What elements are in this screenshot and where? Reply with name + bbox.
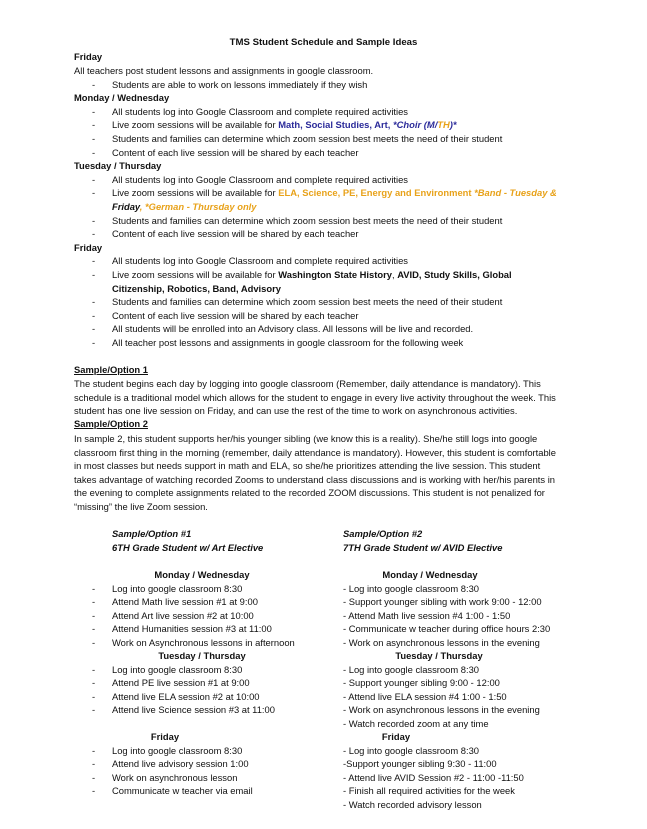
option2-line: in most classes but needs support in math and ELA, so she/he prioritizes attending the live session. This student [74, 460, 541, 472]
bullet-dash: - [92, 337, 96, 348]
col2-fr-item: - Log into google classroom 8:30 [343, 745, 480, 756]
bullet-dash: - [92, 583, 96, 594]
bullet-dash: - [92, 610, 96, 621]
option2-line: takes advantage of watching recorded Zooms to understand class discussions and is working with her/his parents in [74, 473, 555, 485]
col1-tt-heading: Tuesday / Thursday [158, 650, 246, 661]
mw-bullet-2-th: TH [437, 119, 450, 130]
col2-tt-heading: Tuesday / Thursday [395, 650, 483, 661]
mw-bullet-2-end: )* [449, 119, 457, 130]
bullet-dash: - [92, 758, 96, 769]
bullet-dash: - [92, 215, 96, 226]
col2-mw-item: - Support younger sibling with work 9:00 - 12:00 [343, 596, 542, 607]
bullet-dash: - [92, 596, 96, 607]
mw-bullet-2-m: M [426, 119, 435, 130]
col1-mw-item: Attend Art live session #2 at 10:00 [112, 610, 254, 621]
col2-tt-item: - Watch recorded zoom at any time [343, 718, 489, 729]
tt-bullet-2-band: *Band - Tuesday & [474, 187, 557, 198]
col2-mw-item: - Attend Math live session #4 1:00 - 1:50 [343, 610, 511, 621]
bullet-dash: - [92, 255, 96, 266]
col1-mw-item: Attend Math live session #1 at 9:00 [112, 596, 258, 607]
col1-tt-item: Attend live Science session #3 at 11:00 [112, 704, 275, 715]
option1-heading: Sample/Option 1 [74, 364, 148, 375]
col1-fr-item: Communicate w teacher via email [112, 785, 253, 796]
fr-bullet-6: All teacher post lessons and assignments in google classroom for the following week [112, 337, 464, 348]
option2-line: “missing” the live Zoom session. [74, 500, 208, 512]
friday-bullet: Students are able to work on lessons immediately if they wish [112, 79, 368, 90]
mw-bullet-2-pre: Live zoom sessions will be available for [112, 119, 279, 130]
bullet-dash: - [92, 228, 96, 239]
col1-subtitle: 6TH Grade Student w/ Art Elective [112, 542, 264, 553]
bullet-dash: - [92, 174, 96, 185]
col1-tt-item: Log into google classroom 8:30 [112, 664, 243, 675]
mw-heading: Monday / Wednesday [74, 92, 170, 103]
col1-tt-item: Attend live ELA session #2 at 10:00 [112, 691, 260, 702]
bullet-dash: - [92, 296, 96, 307]
bullet-dash: - [92, 785, 96, 796]
bullet-dash: - [92, 147, 96, 158]
bullet-dash: - [92, 677, 96, 688]
col1-fr-item: Work on asynchronous lesson [112, 772, 238, 783]
col2-fr-item: - Attend live AVID Session #2 - 11:00 -11:50 [343, 772, 524, 783]
friday-intro-line: All teachers post student lessons and assignments in google classroom. [74, 65, 374, 76]
col2-subtitle: 7TH Grade Student w/ AVID Elective [343, 542, 503, 553]
fr-bullet-2 [112, 269, 512, 280]
document-title: TMS Student Schedule and Sample Ideas [229, 37, 418, 48]
bullet-dash: - [92, 79, 96, 90]
tt-bullet-3: Students and families can determine which zoom session best meets the need of their student [112, 215, 503, 226]
option2-line: In sample 2, this student supports her/his younger sibling (we know this is a reality). She/he still logs into google [74, 433, 538, 444]
fr-bullet-2-line2: Citizenship, Robotics, Band, Advisory [112, 283, 281, 294]
col2-fr-heading: Friday [381, 731, 411, 742]
fr-bullet-2-comma: , [391, 269, 398, 280]
tt-bullet-2-cont [112, 201, 257, 212]
col2-mw-item: - Log into google classroom 8:30 [343, 583, 480, 594]
fr-bullet-5: All students will be enrolled into an Advisory class. All lessons will be live and recorded. [112, 323, 474, 334]
bullet-dash: - [92, 704, 96, 715]
friday-heading-2: Friday [74, 242, 103, 253]
mw-bullet-2-slash: / [434, 119, 438, 130]
fr-bullet-2-more: AVID, Study Skills, Global [397, 269, 512, 280]
option2-paragraph [74, 432, 574, 514]
bullet-dash: - [92, 664, 96, 675]
col2-tt-item: - Attend live ELA session #4 1:00 - 1:50 [343, 691, 507, 702]
mw-bullet-2-choir: *Choir ( [393, 119, 427, 130]
bullet-dash: - [92, 310, 96, 321]
option1-line: The student begins each day by logging into google classroom (Remember, daily attendance is mandatory). This [74, 378, 541, 389]
tt-bullet-2-pre: Live zoom sessions will be available for [112, 187, 279, 198]
bullet-dash: - [92, 691, 96, 702]
col1-fr-heading: Friday [150, 731, 180, 742]
col1-title: Sample/Option #1 [112, 528, 192, 539]
bullet-dash: - [92, 772, 96, 783]
tt-bullet-2-german: , *German - Thursday only [139, 201, 257, 212]
option1-line: student has one live session on Friday, and can use the rest of the time to work on asynchronous activities. [74, 405, 518, 417]
col2-mw-heading: Monday / Wednesday [382, 569, 478, 580]
col1-tt-item: Attend PE live session #1 at 9:00 [112, 677, 250, 688]
bullet-dash: - [92, 323, 96, 334]
mw-bullet-1: All students log into Google Classroom and complete required activities [112, 106, 408, 117]
col1-mw-item: Log into google classroom 8:30 [112, 583, 243, 594]
mw-bullet-2 [112, 119, 457, 130]
col2-fr-item: - Finish all required activities for the week [343, 785, 515, 796]
fr-bullet-2-subjects: Washington State History [278, 269, 392, 280]
mw-bullet-4: Content of each live session will be shared by each teacher [112, 147, 359, 158]
col2-fr-item: - Watch recorded advisory lesson [343, 799, 482, 810]
bullet-dash: - [92, 623, 96, 634]
fr-bullet-1: All students log into Google Classroom and complete required activities [112, 255, 408, 266]
option2-heading: Sample/Option 2 [74, 418, 148, 429]
col1-fr-item: Log into google classroom 8:30 [112, 745, 243, 756]
col1-fr-item: Attend live advisory session 1:00 [112, 758, 249, 769]
tt-bullet-2 [112, 187, 557, 198]
tt-bullet-1: All students log into Google Classroom and complete required activities [112, 174, 408, 185]
col2-tt-item: - Log into google classroom 8:30 [343, 664, 480, 675]
bullet-dash: - [92, 133, 96, 144]
bullet-dash: - [92, 187, 96, 198]
col2-title: Sample/Option #2 [343, 528, 423, 539]
bullet-dash: - [92, 119, 96, 130]
col1-mw-heading: Monday / Wednesday [154, 569, 250, 580]
option1-line: schedule is a traditional model which allows for the student to engage in every live activity throughout the week. This [74, 391, 556, 403]
col2-fr-item: -Support younger sibling 9:30 - 11:00 [343, 758, 497, 769]
mw-bullet-3: Students and families can determine which zoom session best meets the need of their student [112, 133, 503, 144]
bullet-dash: - [92, 269, 96, 280]
tt-heading: Tuesday / Thursday [74, 160, 162, 171]
col2-tt-item: - Support younger sibling 9:00 - 12:00 [343, 677, 500, 688]
fr-bullet-2-pre: Live zoom sessions will be available for [112, 269, 279, 280]
col2-mw-item: - Communicate w teacher during office hours 2:30 [343, 623, 551, 634]
tt-bullet-2-subjects: ELA, Science, PE, Energy and Environment [278, 187, 475, 198]
col2-mw-item: - Work on asynchronous lessons in the evening [343, 637, 540, 648]
col2-tt-item: - Work on asynchronous lessons in the evening [343, 704, 540, 715]
bullet-dash: - [92, 745, 96, 756]
mw-bullet-2-subjects: Math, Social Studies, Art, [278, 119, 394, 130]
col1-mw-item: Work on Asynchronous lessons in afternoon [112, 637, 295, 648]
bullet-dash: - [92, 106, 96, 117]
friday-heading-1: Friday [74, 51, 103, 62]
fr-bullet-4: Content of each live session will be shared by each teacher [112, 310, 359, 321]
fr-bullet-3: Students and families can determine which zoom session best meets the need of their student [112, 296, 503, 307]
col1-mw-item: Attend Humanities session #3 at 11:00 [112, 623, 272, 634]
option1-paragraph [74, 377, 574, 418]
tt-bullet-2-friday: Friday [112, 201, 140, 212]
tt-bullet-4: Content of each live session will be shared by each teacher [112, 228, 359, 239]
option2-line: classroom first thing in the morning (remember, daily attendance is mandatory). However, this student is comfortable [74, 446, 556, 458]
option2-line: the evening to complete assignments related to the recorded ZOOM discussions. This student is not penalized for [74, 487, 545, 499]
bullet-dash: - [92, 637, 96, 648]
